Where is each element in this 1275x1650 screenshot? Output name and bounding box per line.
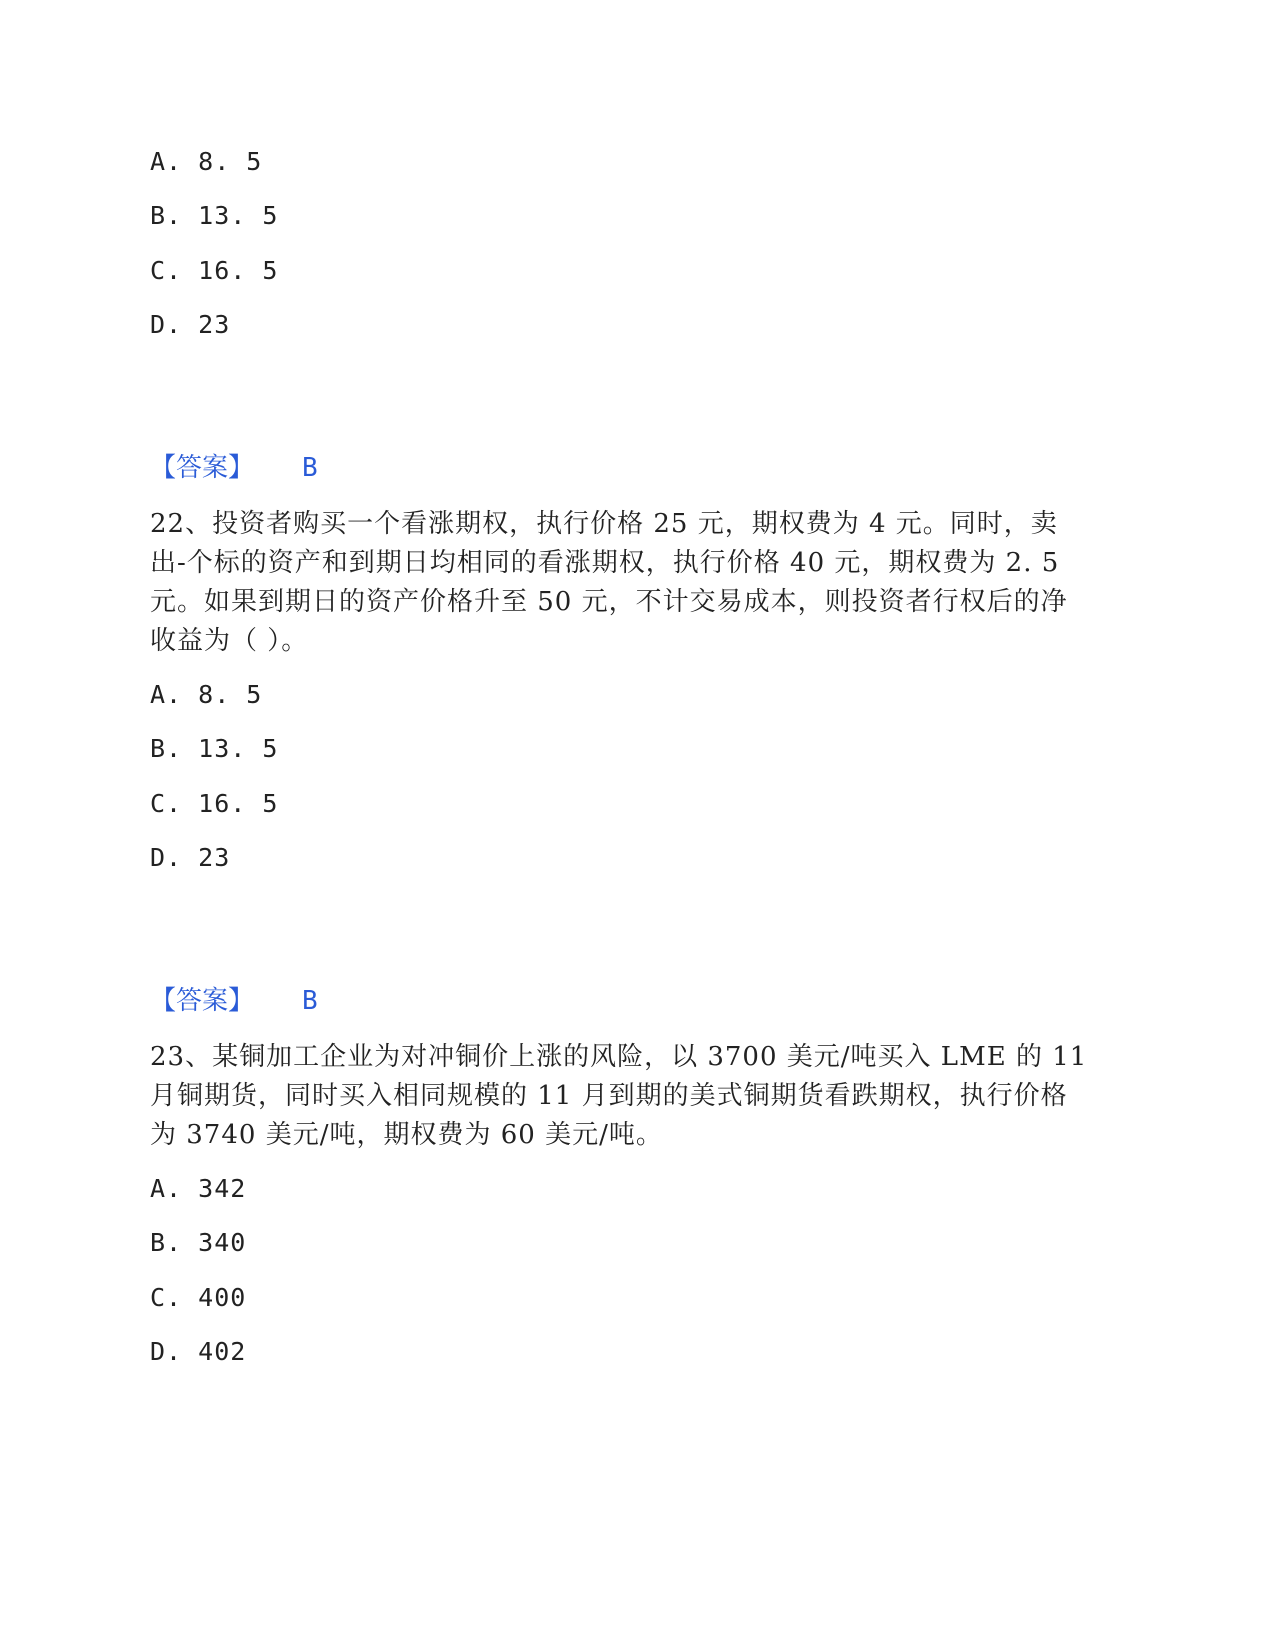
option-c: C. 400	[150, 1283, 247, 1312]
option-a: A. 8. 5	[150, 680, 263, 709]
option-c: C. 16. 5	[150, 789, 279, 818]
answer-line	[150, 984, 318, 1018]
answer-line	[150, 451, 318, 485]
option-d: D. 23	[150, 843, 231, 872]
answer-value: B	[302, 453, 318, 483]
answer-label: 【答案】	[150, 453, 255, 483]
question-23-text: 23、某铜加工企业为对冲铜价上涨的风险，以 3700 美元/吨买入 LME 的 11 月铜期货，同时买入相同规模的 11 月到期的美式铜期货看跌期权，执行价格为 3740 美元/吨，期权费为 60 美元/吨。	[150, 1042, 1088, 1150]
option-a: A. 8. 5	[150, 147, 263, 176]
option-d: D. 402	[150, 1337, 247, 1366]
option-a: A. 342	[150, 1174, 247, 1203]
option-b: B. 13. 5	[150, 734, 279, 763]
option-b: B. 340	[150, 1228, 247, 1257]
option-b: B. 13. 5	[150, 201, 279, 230]
answer-value: B	[302, 986, 318, 1016]
answer-label: 【答案】	[150, 986, 255, 1016]
option-d: D. 23	[150, 310, 231, 339]
question-22-text: 22、投资者购买一个看涨期权，执行价格 25 元，期权费为 4 元。同时，卖出-个标的资产和到期日均相同的看涨期权，执行价格 40 元，期权费为 2. 5 元。如果到期日的资产价格升至 50 元，不计交易成本，则投资者行权后的净收益为（ ）。	[150, 509, 1068, 656]
option-c: C. 16. 5	[150, 256, 279, 285]
